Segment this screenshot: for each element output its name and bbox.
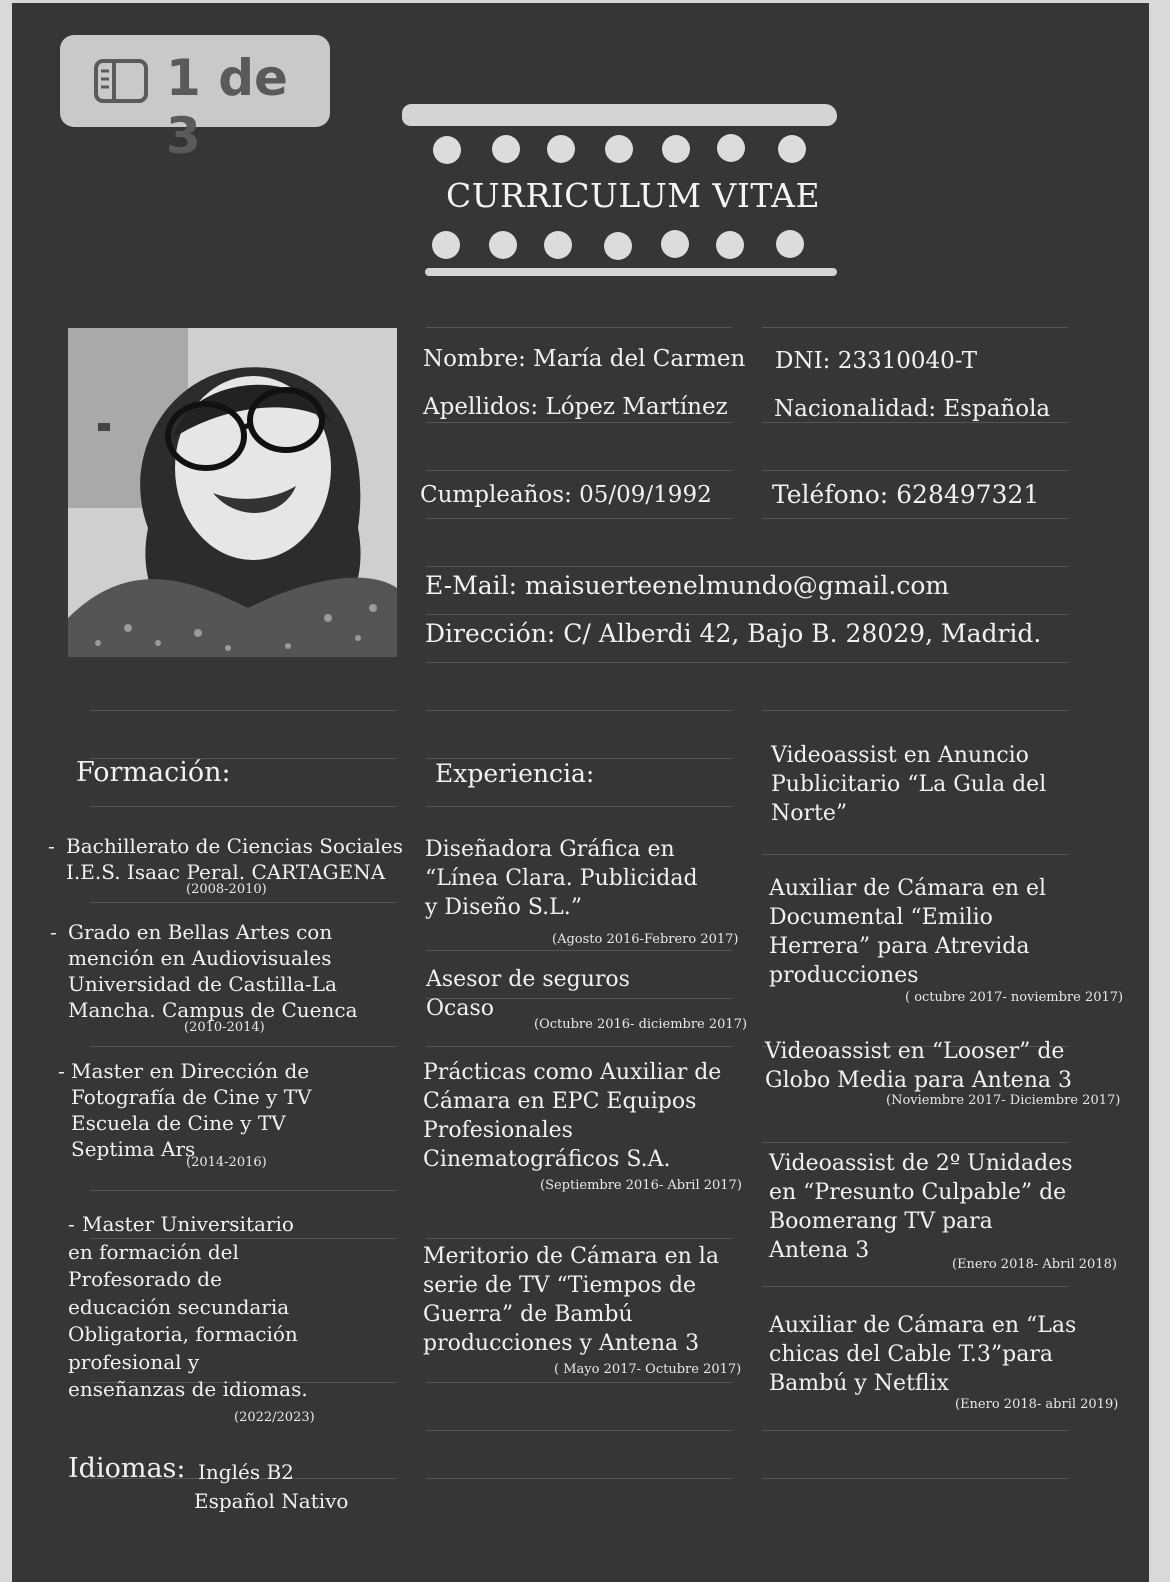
formacion-item-text: Master en Dirección de Fotografía de Cine y TV Escuela de Cine y TV Septima Ars	[71, 1059, 312, 1161]
experiencia-item-date: (Enero 2018- abril 2019)	[955, 1397, 1119, 1412]
formacion-item-date: (2022/2023)	[234, 1410, 315, 1425]
apellidos-field: Apellidos: López Martínez	[423, 394, 728, 420]
idiomas-heading: Idiomas:	[68, 1453, 186, 1484]
cumpleanos-field: Cumpleaños: 05/09/1992	[420, 482, 712, 508]
experiencia-item-text: Auxiliar de Cámara en el Documental “Emilio Herrera” para Atrevida producciones	[769, 876, 1047, 988]
nacionalidad-field: Nacionalidad: Española	[774, 396, 1051, 422]
experiencia-item-text: Prácticas como Auxiliar de Cámara en EPC Equipos Profesionales Cinematográficos S.A.	[423, 1060, 722, 1172]
experiencia-item-date: (Agosto 2016-Febrero 2017)	[552, 932, 739, 947]
experiencia-item-text: Auxiliar de Cámara en “Las chicas del Cable T.3”para Bambú y Netflix	[769, 1313, 1077, 1396]
experiencia-heading: Experiencia:	[435, 759, 595, 788]
experiencia-item-text: Diseñadora Gráfica en “Línea Clara. Publicidad y Diseño S.L.”	[425, 837, 698, 920]
experiencia-item-date: (Septiembre 2016- Abril 2017)	[540, 1178, 742, 1193]
formacion-item-text: Grado en Bellas Artes con mención en Audiovisuales Universidad de Castilla-La Mancha. Campus de Cuenca	[68, 920, 358, 1022]
experiencia-item-date: (Noviembre 2017- Diciembre 2017)	[886, 1093, 1121, 1108]
page-indicator-text: 1 de 3	[166, 49, 288, 165]
direccion-field: Dirección: C/ Alberdi 42, Bajo B. 28029, Madrid.	[425, 619, 1042, 648]
email-field: E-Mail: maisuerteenelmundo@gmail.com	[425, 571, 950, 600]
formacion-item-dash: -	[48, 834, 55, 858]
telefono-field: Teléfono: 628497321	[772, 480, 1040, 509]
sidebar-icon[interactable]	[94, 59, 148, 103]
experiencia-item-text: Videoassist de 2º Unidades en “Presunto Culpable” de Boomerang TV para Antena 3	[769, 1151, 1073, 1263]
brush-stroke-bottom	[425, 268, 837, 276]
formacion-item-text: Bachillerato de Ciencias Sociales I.E.S. Isaac Peral. CARTAGENA	[66, 834, 403, 884]
formacion-item-text: Master Universitario en formación del Profesorado de educación secundaria Obligatoria, formación profesional y enseñanzas de idiomas.	[68, 1212, 308, 1401]
page-title: CURRICULUM VITAE	[446, 176, 821, 215]
experiencia-item-text: Asesor de seguros Ocaso	[426, 967, 630, 1021]
formacion-item-date: (2014-2016)	[186, 1155, 267, 1170]
experiencia-item-text: Videoassist en “Looser” de Globo Media para Antena 3	[765, 1039, 1072, 1093]
experiencia-item-text: Meritorio de Cámara en la serie de TV “Tiempos de Guerra” de Bambú producciones y Antena 3	[423, 1244, 719, 1356]
dni-field: DNI: 23310040-T	[775, 348, 978, 374]
formacion-item-dash: -	[68, 1212, 75, 1236]
formacion-item-date: (2010-2014)	[184, 1020, 265, 1035]
experiencia-item-date: ( Mayo 2017- Octubre 2017)	[554, 1362, 742, 1377]
page-indicator[interactable]	[60, 35, 330, 165]
nombre-field: Nombre: María del Carmen	[423, 346, 746, 372]
experiencia-item-date: (Enero 2018- Abril 2018)	[952, 1257, 1117, 1272]
formacion-item-date: (2008-2010)	[186, 882, 267, 897]
experiencia-item-date: ( octubre 2017- noviembre 2017)	[905, 990, 1124, 1005]
experiencia-item-text: Videoassist en Anuncio Publicitario “La Gula del Norte”	[771, 743, 1047, 826]
experiencia-item-date: (Octubre 2016- diciembre 2017)	[534, 1017, 748, 1032]
idioma-line: Español Nativo	[194, 1489, 349, 1513]
formacion-item-dash: -	[50, 920, 57, 944]
idioma-line: Inglés B2	[198, 1460, 294, 1484]
formacion-heading: Formación:	[76, 757, 231, 788]
formacion-item-dash: -	[58, 1059, 65, 1083]
brush-stroke-top	[402, 104, 837, 126]
profile-photo	[68, 328, 397, 657]
